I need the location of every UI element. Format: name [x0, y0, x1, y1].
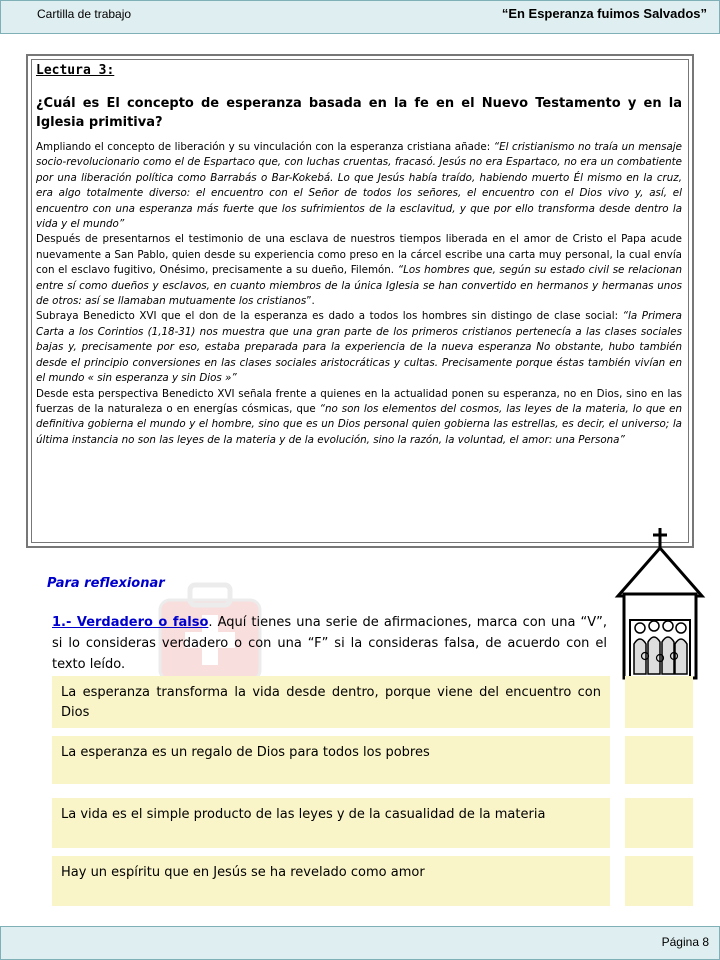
p3-quote: “la Primera Carta a los Corintios (1,18-31) nos muestra que una gran parte de los primeros cristianos pertenecía a las clases sociales bajas y, precisamente por eso, estaba preparada para la experiencia de la nueva esperanza No obstante, hubo también desde el principio conversiones en las clases sociales aristocráticas y cultas. Precisamente porque éstas también vivían en el mundo « sin esperanza y sin Dios »” [36, 310, 682, 385]
reading-paragraph-4 [36, 387, 682, 449]
statement-4: Hay un espíritu que en Jesús se ha revelado como amor [52, 856, 610, 906]
page-number: Página 8 [661, 935, 709, 949]
reading-label: Lectura 3: [36, 63, 115, 78]
reading-content [36, 63, 682, 448]
exercise-number: 1.- Verdadero o falso [52, 615, 209, 630]
statement-1: La esperanza transforma la vida desde dentro, porque viene del encuentro con Dios [52, 676, 610, 728]
p2-quote: “Los hombres que, según su estado civil se relacionan entre sí como dueños y esclavos, en cuanto miembros de la única Iglesia se han convertido en hermanos y hermanas unos de otros: así se llamaban mutuamente los cristianos [36, 264, 683, 308]
exercise-instruction [52, 612, 607, 675]
statement-3: La vida es el simple producto de las leyes y de la casualidad de la materia [52, 798, 610, 848]
answer-box-4[interactable] [625, 856, 693, 906]
exercise-text: . Aquí tienes una serie de afirmaciones, marca con una “V”, si lo consideras verdadero o con una “F” si la consideras falsa, de acuerdo con el texto leído. [52, 615, 608, 672]
reading-paragraph-2 [36, 232, 682, 309]
church-illustration-icon [612, 524, 712, 684]
p1-quote: “El cristianismo no traía un mensaje socio-revolucionario como el de Espartaco que, con luchas cruentas, fracasó. Jesús no era Espartaco, no era un combatiente por una liberación política como Barrabás o Bar-Kokebá. Lo que Jesús había traído, habiendo muerto Él mismo en la cruz, era algo totalmente diverso: el encuentro con el Señor de todos los señores, el encuentro con el Dios vivo y, así, el encuentro con una esperanza más fuerte que los sufrimientos de la esclavitud, y que por ello transforma desde dentro la vida y el mundo” [36, 141, 683, 231]
answer-box-2[interactable] [625, 736, 693, 784]
reading-box [26, 54, 694, 548]
header-left-text: Cartilla de trabajo [37, 7, 132, 21]
reflect-title: Para reflexionar [47, 576, 165, 591]
p4-text: Desde esta perspectiva Benedicto XVI señala frente a quienes en la actualidad ponen su esperanza, no en Dios, sino en las fuerzas de la naturaleza o en energías cósmicas, que [36, 387, 682, 415]
reading-question: ¿Cuál es El concepto de esperanza basada en la fe en el Nuevo Testamento y en la Iglesia primitiva? [36, 96, 682, 130]
reading-paragraph-3 [36, 309, 682, 386]
answer-box-3[interactable] [625, 798, 693, 848]
header-title: “En Esperanza fuimos Salvados” [501, 6, 707, 21]
reading-paragraph-1 [36, 140, 682, 232]
answer-box-1[interactable] [625, 676, 693, 728]
p3-text: Subraya Benedicto XVI que el don de la esperanza es dado a todos los hombres sin distingo de clase social: [36, 310, 623, 323]
p1-intro: Ampliando el concepto de liberación y su vinculación con la esperanza cristiana añade: [36, 141, 494, 153]
p2-text: Después de presentarnos el testimonio de una esclava de nuestros tiempos liberada en el amor de Cristo el Papa acude nuevamente a San Pablo, quien desde su experiencia como preso en la cárcel escribe una carta muy personal, la cual envía con el esclavo fugitivo, Onésimo, precisamente a su dueño, Filemón. [36, 233, 682, 277]
p4-quote: “no son los elementos del cosmos, las leyes de la materia, lo que en definitiva gobierna el mundo y el hombre, sino que es un Dios personal quien gobierna las estrellas, es decir, el universo; la última instancia no son las leyes de la materia y de la evolución, sino la razón, la voluntad, el amor: una Persona” [36, 402, 683, 446]
statement-2: La esperanza es un regalo de Dios para todos los pobres [52, 736, 610, 784]
page-header [0, 0, 720, 34]
page-footer [0, 926, 720, 960]
p2-end: ”. [306, 295, 315, 308]
